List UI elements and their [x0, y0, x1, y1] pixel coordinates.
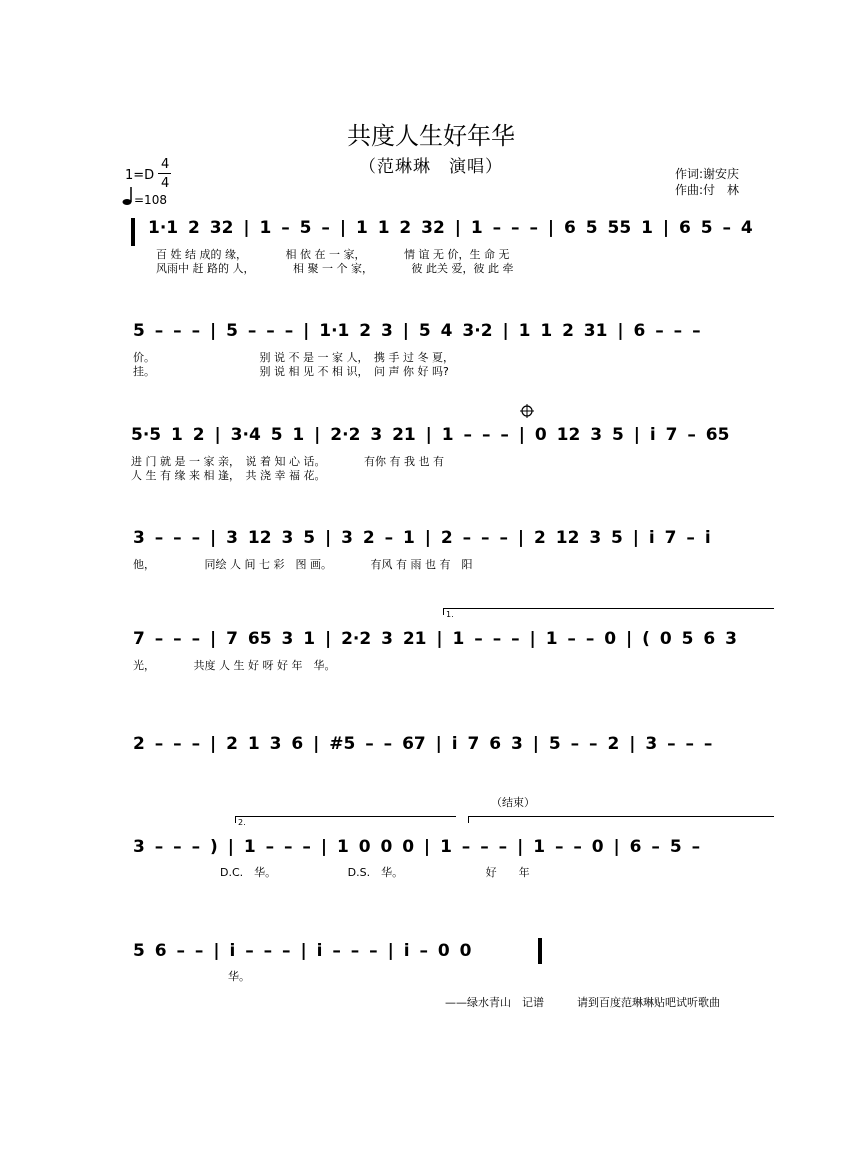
final-barline — [538, 938, 542, 964]
lyricist-credit: 作词:谢安庆 — [675, 167, 740, 181]
volta-bracket-1 — [443, 608, 774, 615]
notes-line-8: 5 6 – – | i – – – | i – – – | i – 0 0 — [133, 941, 472, 961]
score-line-2 — [128, 316, 778, 386]
time-signature-bottom: 4 — [161, 176, 170, 191]
lyrics-line-4-verse-1: 他， 同绘 人 间 七 彩 图 画。 有风 有 雨 也 有 阳 — [133, 558, 473, 571]
volta-number-2: 2. — [238, 818, 246, 827]
listen-note: 请到百度范琳琳贴吧试听歌曲 — [577, 996, 720, 1009]
coda-bracket — [468, 816, 774, 823]
score-line-8 — [128, 936, 778, 986]
volta-number-1: 1. — [446, 610, 454, 619]
key-signature: 1=D — [125, 168, 155, 183]
time-signature-top: 4 — [161, 157, 170, 172]
score-line-1 — [128, 212, 778, 282]
notes-line-5: 7 – – – | 7 65 3 1 | 2·2 3 21 | 1 – – – | 1 – – 0 | ( 0 5 6 3 — [133, 629, 737, 649]
lyrics-line-3-verse-1: 进 门 就 是 一 家 亲， 说 着 知 心 话。 有你 有 我 也 有 — [131, 455, 444, 468]
notes-line-2: 5 – – – | 5 – – – | 1·1 2 3 | 5 4 3·2 | 1 1 2 31 | 6 – – – — [133, 321, 701, 341]
segno-icon — [520, 403, 534, 422]
score-line-5 — [128, 610, 778, 680]
quarter-note-icon — [122, 186, 134, 210]
notes-line-7: 3 – – – ) | 1 – – – | 1 0 0 0 | 1 – – – | 1 – – 0 | 6 – 5 – — [133, 837, 701, 857]
score-line-3 — [128, 419, 778, 489]
time-signature-divider — [158, 173, 171, 174]
lyrics-line-1-verse-1: 百 姓 结 成的 缘， 相 依 在 一 家， 情 谊 无 价，生 命 无 — [156, 248, 510, 261]
notes-line-3: 5·5 1 2 | 3·4 5 1 | 2·2 3 21 | 1 – – – | 0 12 3 5 | i 7 – 65 — [131, 425, 730, 445]
lyrics-line-8-verse-1: 华。 — [228, 970, 250, 983]
lyrics-line-2-verse-1: 价。 别 说 不 是 一 家 人， 携 手 过 冬 夏， — [133, 351, 454, 364]
score-line-6 — [128, 729, 778, 769]
song-title: 共度人生好年华 — [347, 122, 515, 150]
composer-credit: 作曲:付 林 — [675, 183, 740, 197]
notes-line-1: 1·1 2 32 | 1 – 5 – | 1 1 2 32 | 1 – – – | 6 5 55 1 | 6 5 – 4 — [148, 218, 753, 238]
volta-bracket-2 — [235, 816, 456, 823]
lyrics-line-5-verse-1: 光， 共度 人 生 好 呀 好 年 华。 — [133, 659, 336, 672]
lyrics-line-2-verse-2: 挂。 别 说 相 见 不 相 识， 问 声 你 好 吗? — [133, 365, 449, 378]
lyrics-line-1-verse-2: 风雨中 赶 路的 人， 相 聚 一 个 家， 彼 此关 爱，彼 此 牵 — [156, 262, 514, 275]
song-subtitle: （范琳琳 演唱） — [359, 157, 503, 177]
lyrics-line-3-verse-2: 人 生 有 缘 来 相 逢， 共 浇 幸 福 花。 — [131, 469, 326, 482]
score-line-4 — [128, 524, 778, 580]
lyrics-line-7-verse-1: D.C. 华。 D.S. 华。 好 年 — [220, 866, 530, 879]
notes-line-6: 2 – – – | 2 1 3 6 | #5 – – 67 | i 7 6 3 | 5 – – 2 | 3 – – – — [133, 734, 713, 754]
score-line-7 — [128, 818, 778, 888]
transcriber-credit: ——绿水青山 记谱 — [445, 996, 544, 1009]
ending-label: （结束） — [491, 796, 535, 809]
repeat-start-barline — [131, 218, 135, 246]
notes-line-4: 3 – – – | 3 12 3 5 | 3 2 – 1 | 2 – – – | 2 12 3 5 | i 7 – i — [133, 528, 711, 548]
tempo-marking: =108 — [134, 193, 167, 207]
